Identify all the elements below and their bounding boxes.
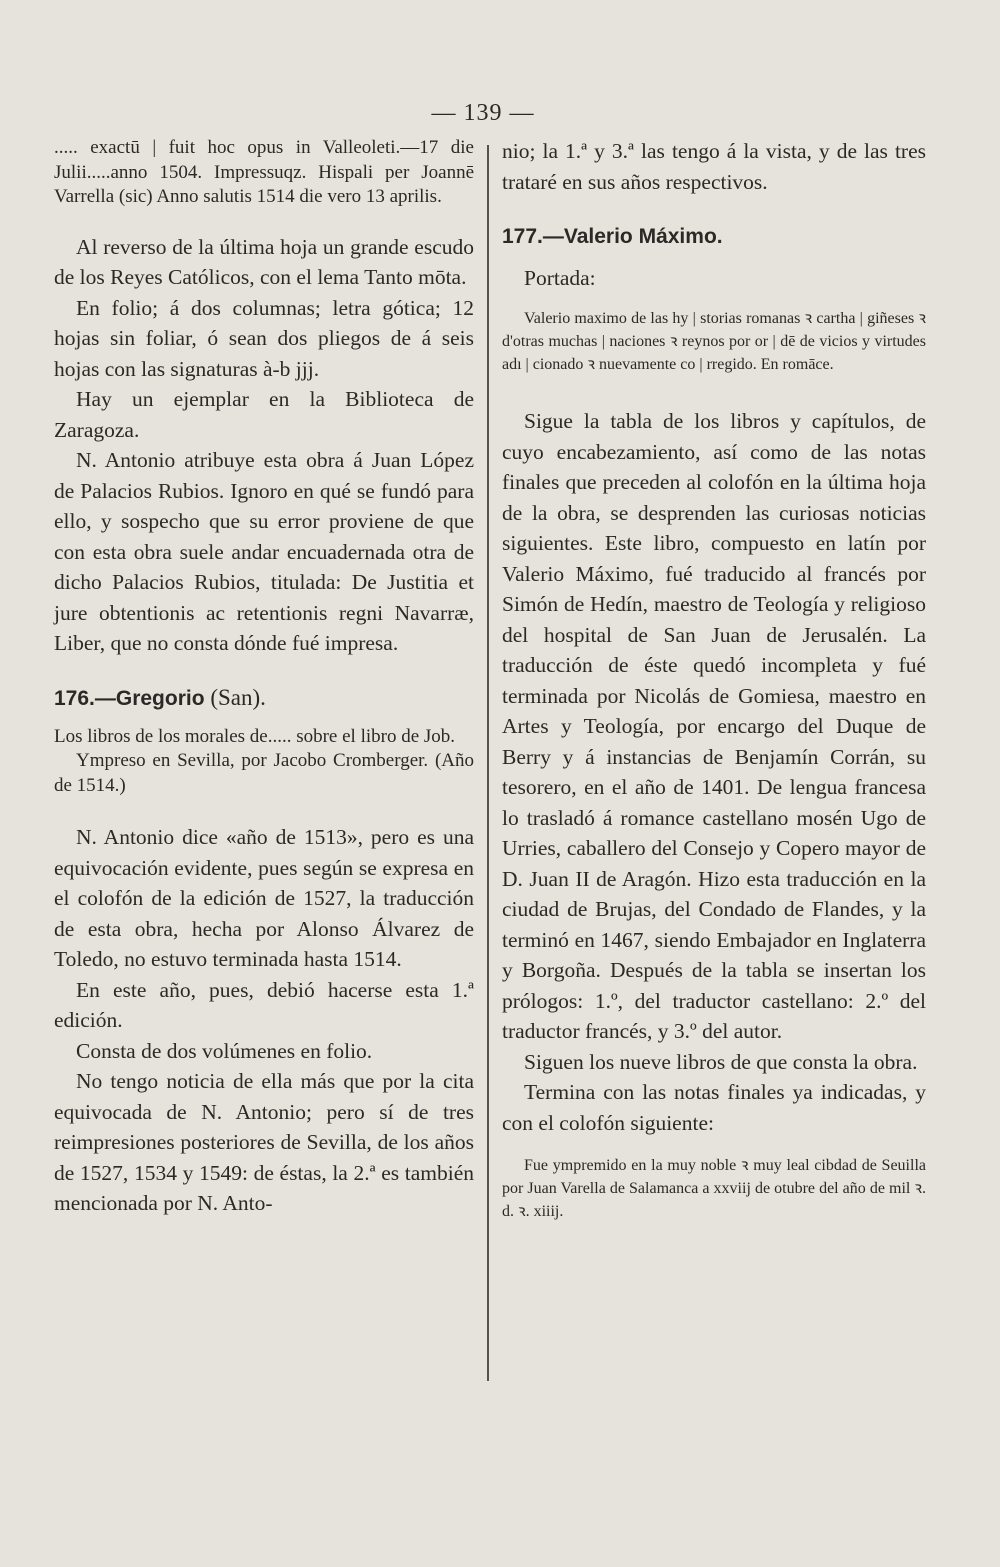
paragraph-equivocacion: N. Antonio dice «año de 1513», pero es una equivocación evidente, pues según se expresa en el colofón de la edición de 1527, la traducción de esta obra, hecha por Alonso Álvarez de Toledo, no estuvo terminada hasta 1514.: [54, 825, 474, 971]
entry-number: 176.—: [54, 686, 116, 710]
left-column: [54, 136, 474, 1219]
paragraph-reverso: Al reverso de la última hoja un grande escudo de los Reyes Católicos, con el lema Tanto mōta.: [54, 234, 474, 289]
paragraph-continuation: nio; la 1.ª y 3.ª las tengo á la vista, y de las tres trataré en sus años respectivos.: [502, 139, 926, 194]
printer-text: Ympreso en Sevilla, por Jacobo Cromberger. (Año de 1514.): [54, 750, 474, 796]
title-page-text: Valerio maximo de las hy | storias romanas ꝛ cartha | giñeses ꝛ d'otras muchas | naciones ꝛ reynos por or | dē de vicios y virtudes adı | cionado ꝛ nuevamente co | rregido. En romāce.: [502, 310, 926, 373]
paragraph-tabla: Sigue la tabla de los libros y capítulos, de cuyo encabezamiento, así como de las notas finales que preceden al colofón en la última hoja de la obra, se desprenden las curiosas noticias siguientes. Este libro, compuesto en latín por Valerio Máximo, fué traducido al francés por Simón de Hedín, maestro de Teología y religioso del hospital de San Juan de Jerusalén. La traducción de éste quedó incompleta y fué terminada por Nicolás de Gomiesa, maestro en Artes y Teología, por encargo del Duque de Berry y á instancias de Benjamín Corrán, su tesorero, en el año de 1401. De lengua francesa lo trasladó á romance castellano mosén Ugo de Urries, caballero del Consejo y Copero mayor de D. Juan II de Aragón. Hizo esta traducción en la ciudad de Brujas, del Condado de Flandes, y la terminó en 1467, siendo Embajador en Inglaterra y Borgoña. Después de la tabla se insertan los prólogos: 1.º, del traductor castellano: 2.º del traductor francés, y 3.º del autor.: [502, 409, 926, 1043]
entry-title-suffix: (San).: [204, 684, 266, 710]
page-number: — 139 —: [431, 100, 535, 126]
entry-title: Gregorio: [115, 686, 205, 710]
paragraph-reimpresiones: No tengo noticia de ella más que por la cita equivocada de N. Antonio; pero sí de tres reimpresiones posteriores de Sevilla, de los años de 1527, 1534 y 1549: de éstas, la 2.ª es también mencionada por N. Anto-: [54, 1069, 474, 1215]
paragraph-termina: Termina con las notas finales ya indicadas, y con el colofón siguiente:: [502, 1080, 926, 1135]
paragraph-edicion: En este año, pues, debió hacerse esta 1.ª edición.: [54, 977, 474, 1032]
paragraph-libros: Siguen los nueve libros de que consta la obra.: [524, 1049, 918, 1074]
paragraph-ejemplar: Hay un ejemplar en la Biblioteca de Zaragoza.: [54, 387, 474, 442]
colophon-quote: Fue ympremido en la muy noble ꝛ muy leal cibdad de Seuilla por Juan Varella de Salamanca a xxviij de otubre del año de mil ꝛ. d. ꝛ. xiiij.: [502, 1157, 926, 1220]
book-title-text: Los libros de los morales de..... sobre el libro de Job.: [54, 725, 456, 747]
right-column: [502, 136, 926, 1223]
paragraph-folio: En folio; á dos columnas; letra gótica; 12 hojas sin foliar, ó sean dos pliegos de á seis hojas con las signaturas à-b jjj.: [54, 295, 474, 381]
entry-heading-176: [54, 685, 474, 711]
paragraph-antonio: N. Antonio atribuye esta obra á Juan López de Palacios Rubios. Ignoro en qué se fundó para ello, y sospecho que su error proviene de que con esta obra suele andar encuadernada otra de dicho Palacios Rubios, titulada: De Justitia et jure obtentionis ac retentionis regni Navarræ, Liber, que no consta dónde fué impresa.: [54, 448, 474, 655]
column-divider: [487, 145, 489, 1381]
paragraph-volumenes: Consta de dos volúmenes en folio.: [76, 1038, 373, 1063]
portada-label: Portada:: [524, 266, 596, 290]
colophon-text: ..... exactū | fuit hoc opus in Valleoleti.—17 die Julii.....anno 1504. Impressuqz. Hispali per Joannē Varrella (sic) Anno salutis 1514 die vero 13 aprilis.: [54, 137, 474, 207]
entry-heading-177: 177.—Valerio Máximo.: [502, 225, 723, 248]
